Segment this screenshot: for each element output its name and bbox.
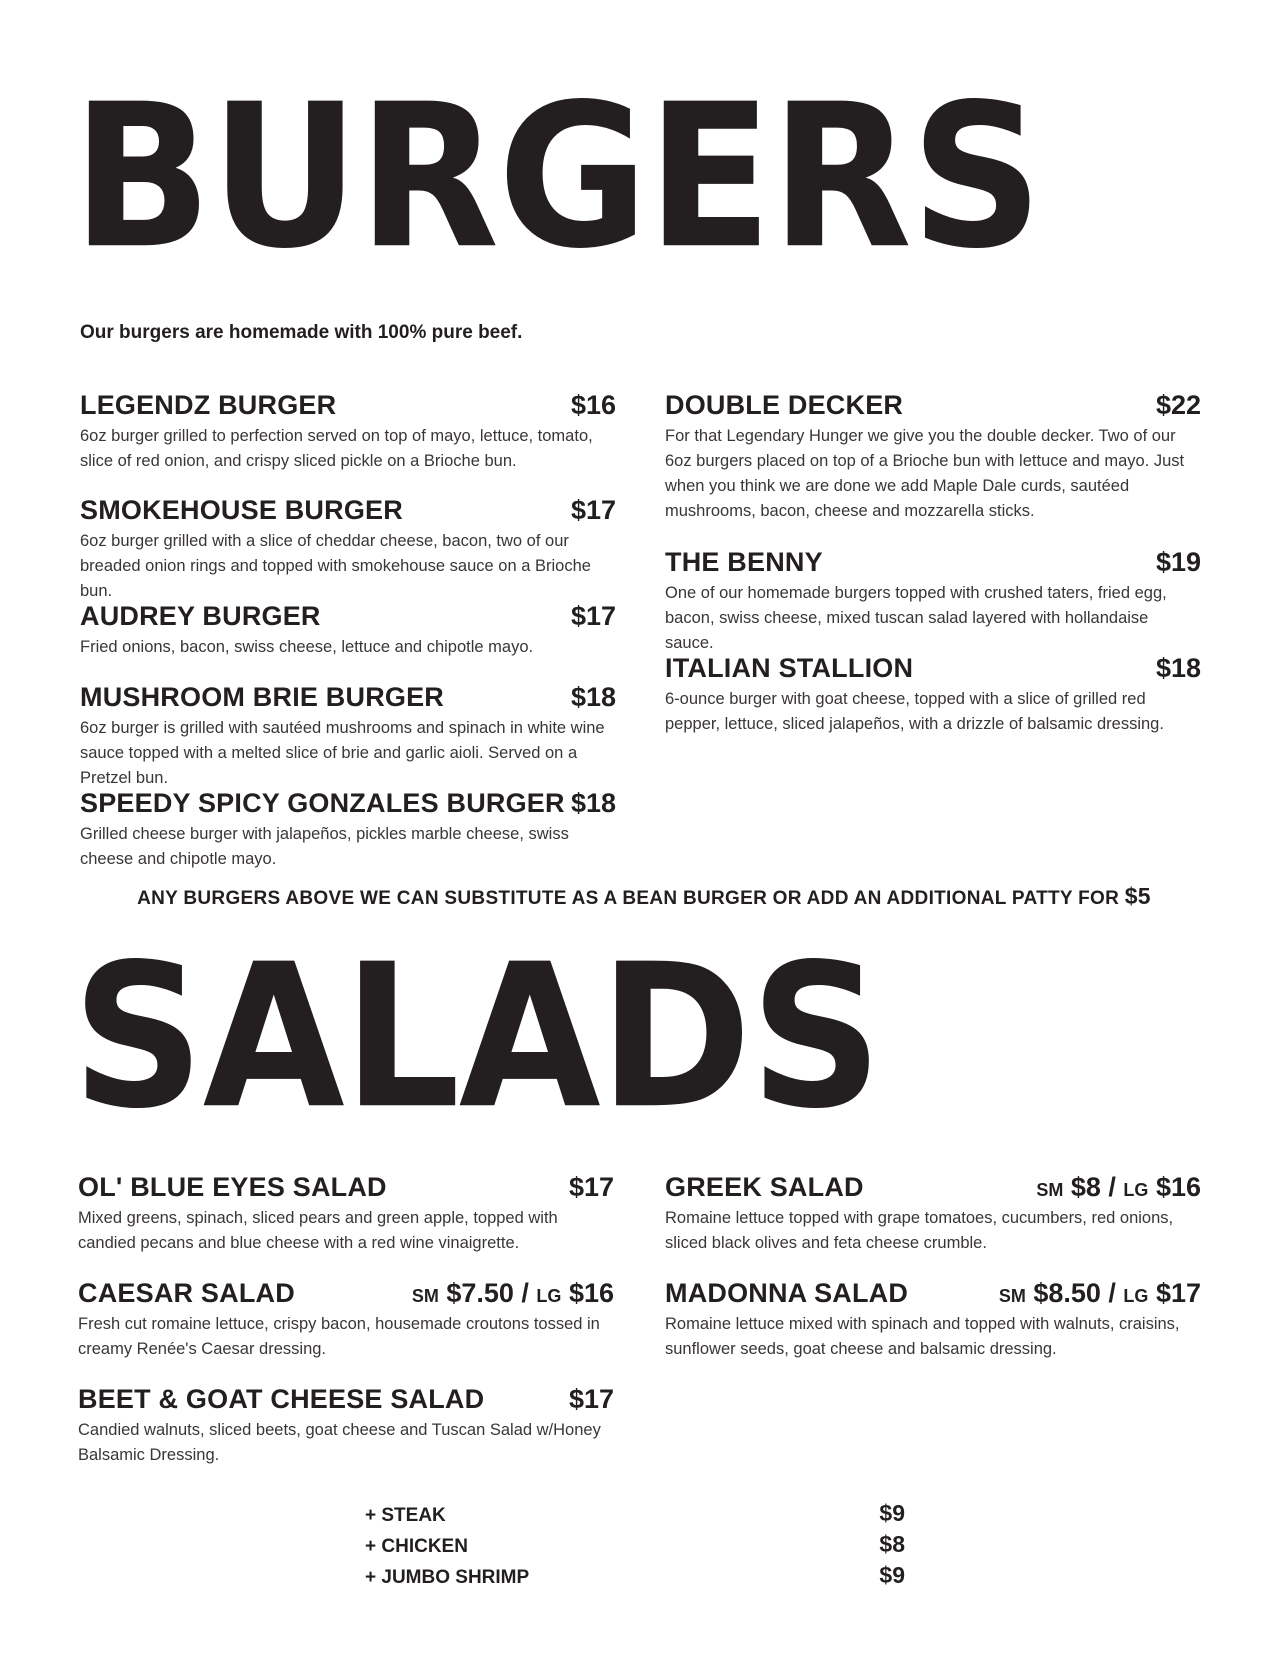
item-description: For that Legendary Hunger we give you the double decker. Two of our 6oz burgers placed on top of a Brioche bun with lettuce and mayo. Just when you think we are done we add Maple Dale curds, sautéed mushrooms, bacon, cheese and mozzarella sticks. <box>665 427 1185 520</box>
item-name: SMOKEHOUSE BURGER <box>80 495 403 525</box>
size-large-price: $17 <box>1155 1278 1201 1308</box>
item-price <box>412 1278 614 1309</box>
item-price: $17 <box>570 601 616 631</box>
size-small-price: $7.50 / <box>446 1278 529 1308</box>
menu-item <box>80 601 616 682</box>
burgers-substitution-note <box>0 883 1288 910</box>
size-small-price: $8.50 / <box>1033 1278 1116 1308</box>
item-name: AUDREY BURGER <box>80 601 321 631</box>
addon-name: + CHICKEN <box>365 1536 468 1557</box>
salad-addons <box>365 1500 905 1593</box>
item-description: 6oz burger grilled to perfection served on top of mayo, lettuce, tomato, slice of red onion, and crispy sliced pickle on a Brioche bun. <box>80 427 593 470</box>
size-large-price: $16 <box>1155 1172 1201 1202</box>
item-price: $19 <box>1155 547 1201 577</box>
menu-item <box>80 682 616 788</box>
item-price: $18 <box>1155 653 1201 683</box>
item-name: LEGENDZ BURGER <box>80 390 337 420</box>
item-price: $16 <box>570 390 616 420</box>
burgers-left-column <box>80 390 616 872</box>
size-large-label: LG <box>536 1286 562 1306</box>
note-text: ANY BURGERS ABOVE WE CAN SUBSTITUTE AS A BEAN BURGER OR ADD AN ADDITIONAL PATTY FOR <box>137 888 1120 909</box>
menu-item <box>665 1278 1201 1362</box>
item-price: $18 <box>570 682 616 712</box>
size-small-label: SM <box>411 1286 439 1306</box>
size-large-label: LG <box>1123 1180 1149 1200</box>
menu-item <box>665 390 1201 547</box>
item-description: Romaine lettuce mixed with spinach and topped with walnuts, craisins, sunflower seeds, goat cheese and balsamic dressing. <box>665 1315 1180 1358</box>
item-name: DOUBLE DECKER <box>665 390 904 420</box>
item-description: 6oz burger grilled with a slice of cheddar cheese, bacon, two of our breaded onion rings and topped with smokehouse sauce on a Brioche bun. <box>80 532 591 600</box>
addon-row <box>365 1500 905 1531</box>
item-price <box>1036 1172 1201 1203</box>
item-price: $17 <box>568 1172 614 1202</box>
size-large-price: $16 <box>568 1278 614 1308</box>
item-price: $22 <box>1155 390 1201 420</box>
burgers-title: BURGERS <box>72 62 1042 293</box>
size-large-label: LG <box>1123 1286 1149 1306</box>
item-description: 6oz burger is grilled with sautéed mushrooms and spinach in white wine sauce topped with a melted slice of brie and garlic aioli. Served on a Pretzel bun. <box>80 719 605 787</box>
menu-item <box>80 390 616 495</box>
addon-price: $9 <box>879 1562 905 1588</box>
menu-item <box>78 1278 614 1384</box>
item-price <box>999 1278 1201 1309</box>
item-description: Romaine lettuce topped with grape tomatoes, cucumbers, red onions, sliced black olives and feta cheese crumble. <box>665 1209 1174 1252</box>
item-name: MUSHROOM BRIE BURGER <box>80 682 445 712</box>
menu-item <box>78 1384 614 1468</box>
size-small-price: $8 / <box>1070 1172 1116 1202</box>
burgers-right-column <box>665 390 1201 737</box>
item-name: ITALIAN STALLION <box>665 653 914 683</box>
burgers-intro: Our burgers are homemade with 100% pure beef. <box>80 322 523 343</box>
item-description: Grilled cheese burger with jalapeños, pickles marble cheese, swiss cheese and chipotle mayo. <box>80 825 569 868</box>
item-name: GREEK SALAD <box>665 1172 864 1202</box>
addon-price: $8 <box>879 1531 905 1557</box>
item-name: SPEEDY SPICY GONZALES BURGER <box>80 788 565 818</box>
item-description: 6-ounce burger with goat cheese, topped with a slice of grilled red pepper, lettuce, sliced jalapeños, with a drizzle of balsamic dressing. <box>665 690 1164 733</box>
menu-item <box>665 1172 1201 1278</box>
note-price: $5 <box>1124 883 1151 909</box>
addon-name: + STEAK <box>365 1505 446 1526</box>
item-description: Mixed greens, spinach, sliced pears and green apple, topped with candied pecans and blue cheese with a red wine vinaigrette. <box>78 1209 558 1252</box>
addon-row <box>365 1562 905 1593</box>
salads-right-column <box>665 1172 1201 1362</box>
item-name: MADONNA SALAD <box>665 1278 909 1308</box>
item-price: $17 <box>568 1384 614 1414</box>
menu-item <box>665 547 1201 653</box>
addon-name: + JUMBO SHRIMP <box>365 1567 530 1588</box>
menu-item <box>78 1172 614 1278</box>
item-name: CAESAR SALAD <box>78 1278 295 1308</box>
item-name: THE BENNY <box>665 547 823 577</box>
addon-row <box>365 1531 905 1562</box>
size-small-label: SM <box>998 1286 1026 1306</box>
salads-left-column <box>78 1172 614 1468</box>
item-description: One of our homemade burgers topped with crushed taters, fried egg, bacon, swiss cheese, mixed tuscan salad layered with hollandaise sauce. <box>665 584 1167 652</box>
item-name: BEET & GOAT CHEESE SALAD <box>78 1384 485 1414</box>
salads-title: SALADS <box>72 922 881 1153</box>
item-price: $18 <box>570 788 616 818</box>
item-description: Fresh cut romaine lettuce, crispy bacon, housemade croutons tossed in creamy Renée's Caesar dressing. <box>78 1315 600 1358</box>
item-description: Fried onions, bacon, swiss cheese, lettuce and chipotle mayo. <box>80 638 534 656</box>
menu-item <box>80 495 616 601</box>
menu-item <box>80 788 616 872</box>
item-price: $17 <box>570 495 616 525</box>
item-name: OL' BLUE EYES SALAD <box>78 1172 387 1202</box>
addon-price: $9 <box>879 1500 905 1526</box>
menu-item <box>665 653 1201 737</box>
size-small-label: SM <box>1036 1180 1064 1200</box>
item-description: Candied walnuts, sliced beets, goat cheese and Tuscan Salad w/Honey Balsamic Dressing. <box>78 1421 601 1464</box>
